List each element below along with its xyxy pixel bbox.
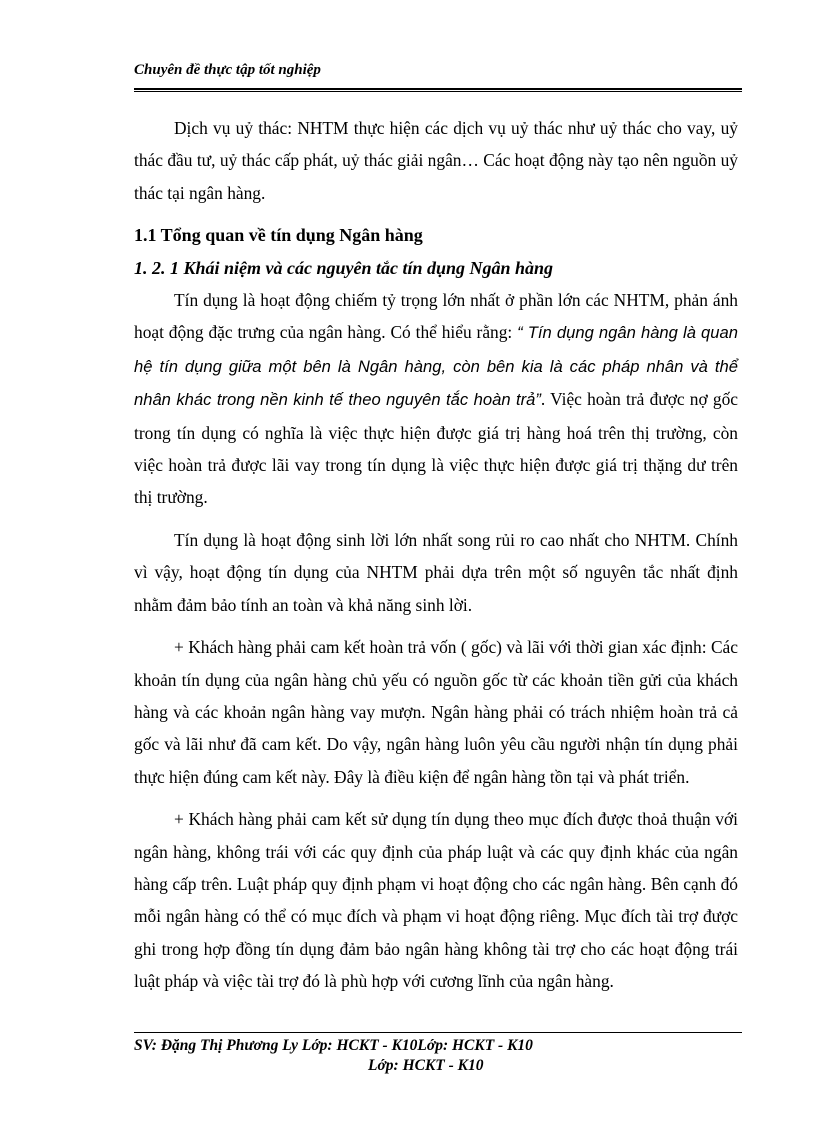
header-rule	[134, 88, 742, 92]
definition-intro: Tín dụng là hoạt động chiếm tỷ trọng lớn nhất ở phần lớn các NHTM, phản ánh hoạt động đặc trưng của ngân hàng. Có thể hiểu rằng:	[134, 290, 738, 343]
paragraph-trust-services: Dịch vụ uỷ thác: NHTM thực hiện các dịch vụ uỷ thác như uỷ thác cho vay, uỷ thác đầu tư, uỷ thác cấp phát, uỷ thác giải ngân… Các hoạt động này tạo nên nguồn uỷ thác tại ngân hàng.	[134, 118, 738, 203]
footer-author-line: SV: Đặng Thị Phương Ly Lớp: HCKT - K10Lớp: HCKT - K10	[134, 1037, 533, 1054]
footer-class-line: Lớp: HCKT - K10	[368, 1057, 484, 1074]
definition-quote: “ Tín dụng ngân hàng là quan hệ tín dụng giữa một bên là Ngân hàng, còn bên kia là các pháp nhân và thể nhân khác trong nền kinh tế theo nguyên tắc hoàn trả”	[134, 323, 738, 410]
document-footer	[134, 1036, 742, 1076]
document-header: Chuyên đề thực tập tốt nghiệp	[134, 62, 321, 78]
paragraph-credit-principles: Tín dụng là hoạt động sinh lời lớn nhất song rủi ro cao nhất cho NHTM. Chính vì vậy, hoạt động tín dụng của NHTM phải dựa trên một số nguyên tắc nhất định nhằm đảm bảo tính an toàn và khả năng sinh lời.	[134, 529, 738, 615]
footer-rule	[134, 1032, 742, 1033]
paragraph-repayment-commitment: + Khách hàng phải cam kết hoàn trả vốn ( gốc) và lãi với thời gian xác định: Các khoản tín dụng của ngân hàng chủ yếu có nguồn gốc từ các khoản tiền gửi của khách hàng và các khoản ngân hàng vay mượn. Ngân hàng phải có trách nhiệm hoàn trả cả gốc và lãi như đã cam kết. Do vậy, ngân hàng luôn yêu cầu người nhận tín dụng phải thực hiện đúng cam kết này. Đây là điều kiện để ngân hàng tồn tại và phát triển.	[134, 637, 738, 787]
paragraph-purpose-commitment: + Khách hàng phải cam kết sử dụng tín dụng theo mục đích được thoả thuận với ngân hàng, không trái với các quy định của pháp luật và các quy định khác của ngân hàng cấp trên. Luật pháp quy định phạm vi hoạt động cho các ngân hàng. Bên cạnh đó mỗi ngân hàng có thể có mục đích và phạm vi hoạt động riêng. Mục đích tài trợ được ghi trong hợp đồng tín dụng đảm bảo ngân hàng không tài trợ cho các hoạt động trái luật pháp và việc tài trợ đó là phù hợp với cương lĩnh của ngân hàng.	[134, 809, 738, 992]
section-heading: 1.1 Tổng quan về tín dụng Ngân hàng	[134, 225, 423, 246]
definition-continuation: . Việc hoàn trả được nợ gốc trong tín dụng có nghĩa là việc thực hiện được giá trị hàng hoá trên thị trường, còn việc hoàn trả được lãi vay trong tín dụng là việc thực hiện được giá trị thặng dư trên thị trường.	[134, 389, 738, 508]
paragraph-credit-definition	[134, 284, 738, 514]
document-body	[134, 112, 738, 998]
subsection-heading: 1. 2. 1 Khái niệm và các nguyên tắc tín dụng Ngân hàng	[134, 257, 554, 278]
